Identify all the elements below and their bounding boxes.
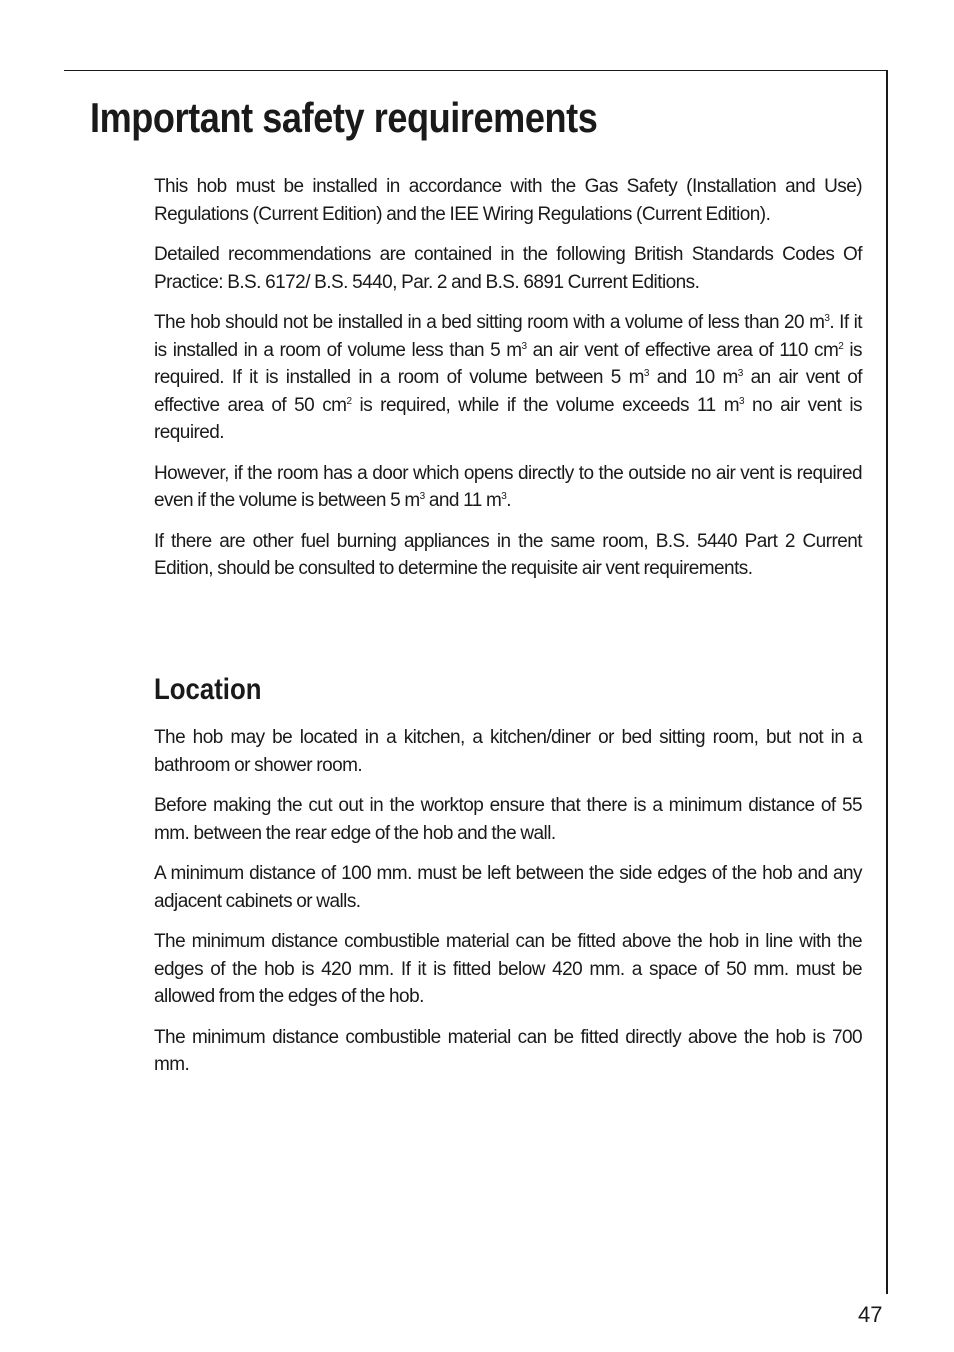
page-number: 47 bbox=[858, 1302, 883, 1327]
paragraph-room-volume: The hob should not be installed in a bed sitting room with a volume of less than 20 $m^3$. If it is installed in a room of volume less than 5 $m^3$ an air vent of effective area of 110 $cm^2$ is required. If it is installed in a room of volume between 5 $m^3$ and 10 $m^3$ an air vent of effective area of 50 $cm^2$ is required, while if the volume exceeds 11 $m^3$ no air vent is required. bbox=[154, 312, 863, 443]
paragraph-rear-distance: Before making the cut out in the worktop ensure that there is a minimum distance of 55 mm. between the rear edge of the hob and the wall. bbox=[154, 795, 862, 844]
location-heading: Location bbox=[154, 673, 262, 706]
right-margin-rule bbox=[886, 70, 888, 1294]
paragraph-other-appliances: If there are other fuel burning appliances in the same room, B.S. 5440 Part 2 Current Edition, should be consulted to determine the requisite air vent requirements. bbox=[154, 530, 862, 579]
paragraph-installation-regulations: This hob must be installed in accordance with the Gas Safety (Installation and Use) Regulations (Current Edition) and the IEE Wiring Regulations (Current Edition). bbox=[154, 176, 862, 225]
paragraph-directly-above-distance: The minimum distance combustible material can be fitted directly above the hob is 700 mm. bbox=[154, 1026, 862, 1075]
top-rule bbox=[64, 70, 888, 71]
page-title: Important safety requirements bbox=[90, 94, 598, 141]
paragraph-side-distance: A minimum distance of 100 mm. must be left between the side edges of the hob and any adjacent cabinets or walls. bbox=[154, 863, 862, 912]
intro-section bbox=[154, 173, 862, 596]
paragraph-above-in-line-distance: The minimum distance combustible material can be fitted above the hob in line with the edges of the hob is 420 mm. If it is fitted below 420 mm. a space of 50 mm. must be allowed from the edges of the hob. bbox=[154, 931, 862, 1007]
paragraph-british-standards: Detailed recommendations are contained in the following British Standards Codes Of Practice: B.S. 6172/ B.S. 5440, Par. 2 and B.S. 6891 Current Editions. bbox=[154, 244, 862, 293]
paragraph-allowed-rooms: The hob may be located in a kitchen, a kitchen/diner or bed sitting room, but not in a bathroom or shower room. bbox=[154, 727, 862, 776]
paragraph-outside-door: However, if the room has a door which opens directly to the outside no air vent is required even if the volume is between 5 $m^3$ and 11 $m^3$. bbox=[154, 462, 862, 511]
location-section bbox=[154, 672, 862, 1092]
